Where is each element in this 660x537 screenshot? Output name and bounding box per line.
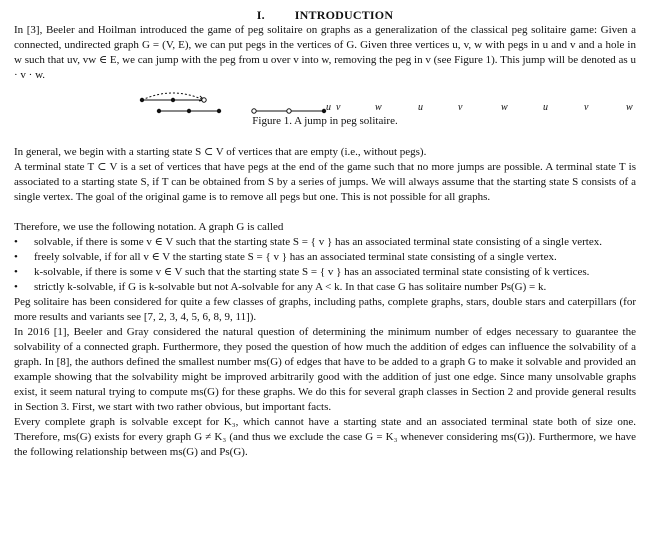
vertex-label: u: [543, 102, 548, 113]
vertex-label: v: [336, 102, 341, 113]
paragraph-terminal-state: A terminal state T ⊂ V is a set of vertices that have pegs at the end of the game such that no more jumps are possible. A terminal state T is associated to a starting state S, if T can be obtained from S by a series of jumps. We will always assume that the starting state S consists of a single vertex. The goal of the original game is to remove all pegs but one. This is not possible for all graphs.: [14, 161, 636, 203]
definition-text: strictly k-solvable, if G is k-solvable but not A-solvable for any A < k. In that case G has solitaire number Ps(G) = k.: [34, 281, 547, 293]
paragraph-starting-state: In general, we begin with a starting state S ⊂ V of vertices that are empty (i.e., without pegs).: [14, 146, 427, 158]
spacer: [14, 205, 636, 220]
definition-item: [14, 265, 636, 280]
vertex-label: v: [584, 102, 589, 113]
definition-text: solvable, if there is some v ∈ V such that the starting state S = { v } has an associated terminal state consisting of a single vertex.: [34, 236, 602, 248]
paragraph-notation: Therefore, we use the following notation. A graph G is called: [14, 221, 284, 233]
figure-caption: Figure 1. A jump in peg solitaire.: [252, 115, 398, 127]
definition-item: [14, 280, 636, 295]
section-title: INTRODUCTION: [294, 8, 394, 22]
paragraph-minimum-edges: In 2016 [1], Beeler and Gray considered the natural question of determining the minimum number of edges necessary to guarantee the solvability of a connected graph. Furthermore, they posed the question of how much the addition of edges can influence the solvability of a graph. In [8], the authors defined the smallest number ms(G) of edges that have to be added to a graph G to make it solvable and provided an example showing that the solvability might be improved arbitrarily good with the addition of just one edge. Since many unsolvable graphs exist, it seem natural trying to compute ms(G) for these graphs. We do this for several graph classes in Section 2 and provide general results in Section 3. First, we start with two rather obvious, but important facts.: [14, 326, 636, 413]
paragraph-intro: In [3], Beeler and Hoilman introduced the game of peg solitaire on graphs as a generalization of the classical peg solitaire game: Given a connected, undirected graph G = (V, E), we can put pegs in the vertices of G. Given three vertices u, v, w with pegs in u and v and a hole in w such that uv, vw ∈ E, we can jump with the peg from u over v into w, removing the peg in v (see Figure 1). This jump will be denoted as u · v · w.: [14, 24, 636, 81]
vertex-label: u: [418, 102, 423, 113]
section-heading: [14, 8, 636, 23]
paragraph-complete-graphs: Every complete graph is solvable except for K₃, which cannot have a starting state and an associated terminal state both of size one. Therefore, ms(G) exists for every graph G ≠ K₃ (and thus we exclude the case G = K₃ whenever considering ms(G)). Furthermore, we have the following relationship between ms(G) and Ps(G).: [14, 416, 636, 458]
vertex-label: w: [501, 102, 508, 113]
figure-1: [14, 86, 636, 130]
bullet: •: [14, 251, 18, 263]
bullet: •: [14, 266, 18, 278]
vertex-label: w: [626, 102, 633, 113]
definition-list: [14, 235, 636, 295]
figure-labels: [14, 100, 636, 114]
definition-item: [14, 235, 636, 250]
page: [14, 8, 636, 460]
definition-text: freely solvable, if for all v ∈ V the starting state S = { v } has an associated terminal state consisting of a single vertex.: [34, 251, 557, 263]
bullet: •: [14, 236, 18, 248]
spacer: [14, 130, 636, 145]
section-number: I.: [256, 8, 265, 22]
vertex-label: w: [375, 102, 382, 113]
vertex-label: u: [326, 102, 331, 113]
definition-text: k-solvable, if there is some v ∈ V such that the starting state S = { v } has an associated terminal state consisting of k vertices.: [34, 266, 590, 278]
definition-item: [14, 250, 636, 265]
paragraph-prior-work: Peg solitaire has been considered for quite a few classes of graphs, including paths, complete graphs, stars, double stars and caterpillars (for more results and variants see [7, 2, 3, 4, 5, 6, 8, 9, 11]).: [14, 296, 636, 323]
vertex-label: v: [458, 102, 463, 113]
bullet: •: [14, 281, 18, 293]
